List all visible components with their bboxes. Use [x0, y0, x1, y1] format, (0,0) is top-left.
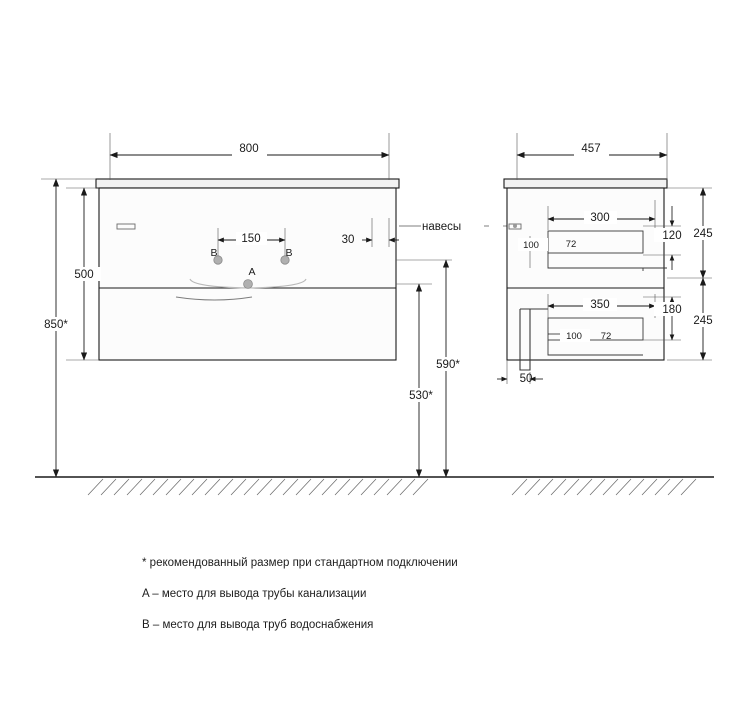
dim-245-bottom-label: 245	[693, 315, 713, 327]
dim-height-850	[34, 179, 96, 477]
legend-line-2: A – место для вывода трубы канализации	[142, 588, 367, 600]
dim-72-bottom-label: 72	[600, 331, 612, 342]
legend-line-3: B – место для вывода труб водоснабжения	[142, 619, 374, 631]
dim-height-500	[66, 188, 101, 360]
dim-150-label: 150	[241, 233, 261, 245]
dim-180-label: 180	[662, 304, 682, 316]
legend-line-1: * рекомендованный размер при стандартном подключении	[142, 557, 458, 569]
dim-30-label: 30	[341, 234, 355, 246]
dim-300-label: 300	[590, 212, 610, 224]
dim-72-top-label: 72	[565, 239, 577, 250]
hanger-callout	[399, 219, 519, 233]
marker-b-left-label: B	[210, 247, 218, 259]
dim-120-label: 120	[662, 230, 682, 242]
front-view	[96, 179, 399, 360]
dim-590-label: 590*	[436, 359, 460, 371]
ground-line-group	[35, 477, 714, 495]
dim-800-label: 800	[239, 143, 259, 155]
marker-a-label: A	[248, 266, 256, 278]
dim-500-label: 500	[74, 269, 94, 281]
dim-100-top-label: 100	[523, 240, 539, 251]
dim-530-label: 530*	[409, 390, 433, 402]
dim-72-bottom	[601, 331, 612, 342]
dim-245-top-label: 245	[693, 228, 713, 240]
dim-72-top	[566, 239, 577, 250]
dim-850-label: 850*	[44, 319, 68, 331]
dim-100-bottom-label: 100	[566, 331, 582, 342]
dim-depth-457	[517, 133, 667, 180]
dim-245-bottom	[667, 278, 720, 360]
dim-457-label: 457	[581, 143, 601, 155]
dim-height-590	[396, 260, 470, 477]
marker-b-right-label: B	[285, 247, 293, 259]
dim-350-label: 350	[590, 299, 610, 311]
hanger-label: навесы	[422, 221, 462, 233]
dim-height-530	[396, 284, 443, 477]
legend	[142, 556, 592, 649]
dim-width-800	[110, 133, 389, 180]
dim-50-label: 50	[519, 373, 533, 385]
